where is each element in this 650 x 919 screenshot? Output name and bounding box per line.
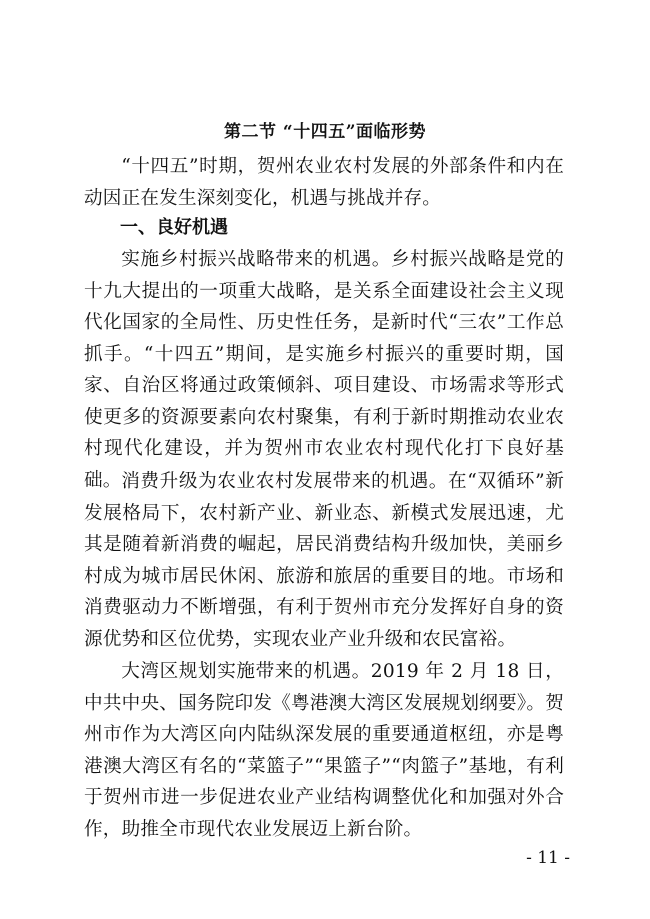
paragraph-greater-bay-area: 大湾区规划实施带来的机遇。2019 年 2 月 18 日，中共中央、国务院印发《粤港澳大湾区发展规划纲要》。贺州市作为大湾区向内陆纵深发展的重要通道枢纽，亦是粤港澳大湾区有名的“菜篮子”“果篮子”“肉篮子”基地，有利于贺州市进一步促进农业产业结构调整优化和加强对外合作，助推全市现代农业发展迈上新台阶。: [84, 661, 564, 840]
paragraph-rural-revitalization: 实施乡村振兴战略带来的机遇。乡村振兴战略是党的十九大提出的一项重大战略，是关系全面建设社会主义现代化国家的全局性、历史性任务，是新时代“三农”工作总抓手。“十四五”期间，是实施乡村振兴的重要时期，国家、自治区将通过政策倾斜、项目建设、市场需求等形式使更多的资源要素向农村聚集，有利于新时期推动农业农村现代化建设，并为贺州市农业农村现代化打下良好基础。: [84, 249, 564, 491]
intro-paragraph: “十四五”时期，贺州农业农村发展的外部条件和内在动因正在发生深刻变化，机遇与挑战并存。: [84, 156, 564, 209]
subsection-heading: 一、良好机遇: [120, 217, 228, 238]
page-number: - 11 -: [526, 848, 570, 868]
paragraph-consumption-upgrade: 消费升级为农业农村发展带来的机遇。在“双循环”新发展格局下，农村新产业、新业态、新模式发展迅速，尤其是随着新消费的崛起，居民消费结构升级加快，美丽乡村成为城市居民休闲、旅游和旅居的重要目的地。市场和消费驱动力不断增强，有利于贺州市充分发挥好自身的资源优势和区位优势，实现农业产业升级和农民富裕。: [84, 471, 564, 650]
section-title: 第二节 “十四五”面临形势: [224, 122, 426, 142]
